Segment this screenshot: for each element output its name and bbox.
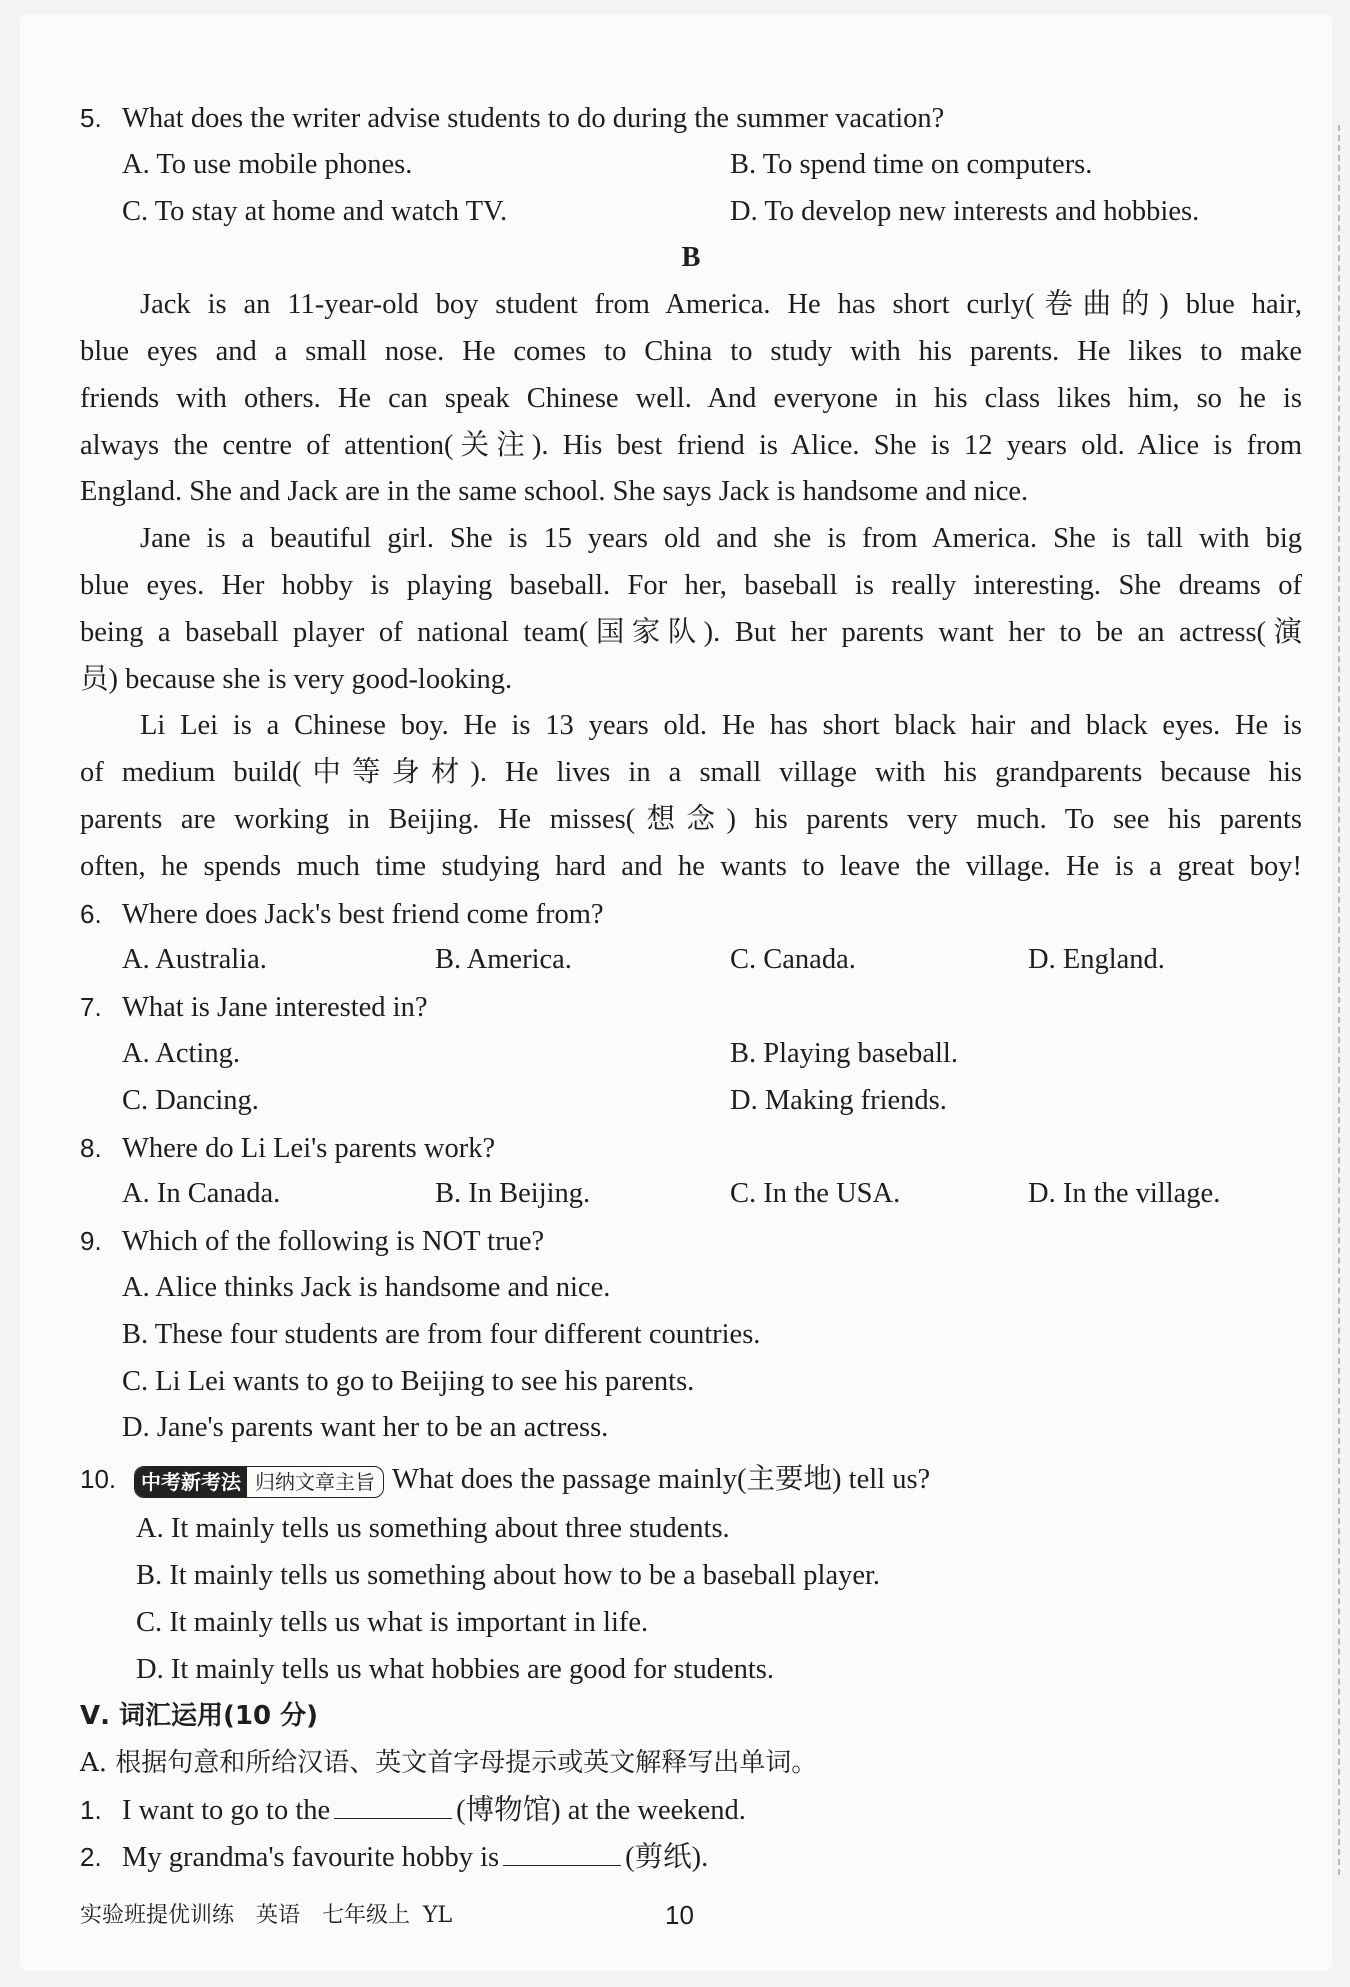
section-heading: Ⅴ. 词汇运用(10 分) — [80, 1701, 319, 1732]
option-d[interactable]: D. To develop new interests and hobbies. — [730, 195, 1200, 227]
passage-line: of medium build(中等身材). He lives in a small village with his grandparents because his — [80, 757, 1302, 789]
question-text: Where does Jack's best friend come from? — [122, 898, 604, 930]
passage-line: blue eyes. Her hobby is playing baseball. For her, baseball is really interesting. She dreams of — [80, 569, 1302, 601]
item-text-after: (博物馆) at the weekend. — [456, 1794, 746, 1826]
options-row — [80, 142, 1302, 189]
question-number: 7. — [80, 992, 102, 1023]
option-b[interactable]: B. To spend time on computers. — [730, 148, 1093, 180]
options-row — [80, 1031, 1302, 1078]
option-d[interactable]: D. England. — [1028, 944, 1165, 976]
passage-line: always the centre of attention(关注). His best friend is Alice. She is 12 years old. Alice is from — [80, 429, 1302, 461]
passage-line: friends with others. He can speak Chinese well. And everyone in his class likes him, so he is — [80, 382, 1302, 414]
fill-item-2 — [80, 1834, 1302, 1881]
option-b[interactable]: B. These four students are from four different countries. — [122, 1318, 761, 1350]
option-c[interactable]: C. Li Lei wants to go to Beijing to see his parents. — [122, 1365, 695, 1397]
passage-line: being a baseball player of national team(国家队). But her parents want her to be an actress(演 — [80, 616, 1302, 648]
passage-line: 员) because she is very good-looking. — [80, 663, 513, 695]
question-text: Where do Li Lei's parents work? — [122, 1132, 496, 1164]
question-8 — [80, 1125, 1302, 1172]
item-number: 2. — [80, 1841, 102, 1872]
question-text: What does the writer advise students to do during the summer vacation? — [122, 103, 945, 134]
option-a[interactable]: A. In Canada. — [122, 1178, 281, 1210]
section-instruction: A. 根据句意和所给汉语、英文首字母提示或英文解释写出单词。 — [80, 1748, 818, 1779]
binding-dashed-line — [1338, 125, 1340, 1875]
options-row — [80, 1171, 1302, 1218]
option-c[interactable]: C. Canada. — [730, 944, 856, 976]
passage-line: Jack is an 11-year-old boy student from America. He has short curly(卷曲的) blue hair, — [140, 289, 1302, 321]
page-number: 10 — [665, 1900, 694, 1930]
option-c[interactable]: C. In the USA. — [730, 1178, 901, 1210]
item-text-before: I want to go to the — [122, 1794, 331, 1826]
tag-label-light: 归纳文章主旨 — [255, 1469, 375, 1494]
question-number: 8. — [80, 1132, 102, 1163]
options-row — [80, 1078, 1302, 1125]
question-10 — [80, 1452, 1302, 1506]
option-d[interactable]: D. Jane's parents want her to be an actress. — [122, 1412, 609, 1444]
question-number: 9. — [80, 1226, 102, 1257]
tag-label-dark: 中考新考法 — [135, 1467, 247, 1497]
passage-line: often, he spends much time studying hard and he wants to leave the village. He is a great boy! — [80, 850, 1302, 882]
question-text: Which of the following is NOT true? — [122, 1226, 545, 1258]
question-number: 6. — [80, 898, 102, 929]
passage-line: parents are working in Beijing. He misses(想念) his parents very much. To see his parents — [80, 803, 1302, 835]
option-a[interactable]: A. It mainly tells us something about three students. — [136, 1513, 730, 1545]
item-text-after: (剪纸). — [625, 1841, 709, 1873]
option-a[interactable]: A. Alice thinks Jack is handsome and nice. — [122, 1271, 611, 1303]
question-7 — [80, 984, 1302, 1031]
options-row — [80, 937, 1302, 984]
page-content — [80, 95, 1302, 1880]
answer-blank[interactable] — [503, 1839, 621, 1866]
question-9 — [80, 1218, 1302, 1265]
option-c[interactable]: C. It mainly tells us what is important in life. — [136, 1606, 649, 1638]
answer-blank[interactable] — [334, 1792, 452, 1819]
option-b[interactable]: B. Playing baseball. — [730, 1037, 958, 1069]
passage-line: Li Lei is a Chinese boy. He is 13 years old. He has short black hair and black eyes. He is — [140, 710, 1302, 742]
option-d[interactable]: D. Making friends. — [730, 1084, 947, 1116]
question-5 — [80, 95, 1302, 142]
item-number: 1. — [80, 1794, 102, 1825]
option-b[interactable]: B. In Beijing. — [435, 1178, 591, 1210]
question-text: What does the passage mainly(主要地) tell us? — [392, 1464, 931, 1496]
options-row — [80, 189, 1302, 236]
item-text-before: My grandma's favourite hobby is — [122, 1841, 500, 1873]
option-a[interactable]: A. Acting. — [122, 1037, 240, 1069]
question-text: What is Jane interested in? — [122, 992, 428, 1024]
exam-method-tag — [134, 1466, 384, 1498]
passage-title: B — [681, 242, 701, 274]
fill-item-1 — [80, 1787, 1302, 1834]
option-a[interactable]: A. Australia. — [122, 944, 267, 976]
question-number: 10. — [80, 1464, 117, 1495]
option-d[interactable]: D. It mainly tells us what hobbies are good for students. — [136, 1653, 774, 1685]
passage-line: blue eyes and a small nose. He comes to China to study with his parents. He likes to make — [80, 335, 1302, 367]
option-b[interactable]: B. It mainly tells us something about how to be a baseball player. — [136, 1559, 881, 1591]
question-6 — [80, 891, 1302, 938]
passage-line: Jane is a beautiful girl. She is 15 years old and she is from America. She is tall with big — [140, 523, 1302, 555]
option-b[interactable]: B. America. — [435, 944, 572, 976]
option-d[interactable]: D. In the village. — [1028, 1178, 1221, 1210]
option-c[interactable]: C. To stay at home and watch TV. — [122, 195, 508, 227]
question-number: 5. — [80, 103, 102, 133]
option-c[interactable]: C. Dancing. — [122, 1084, 259, 1116]
passage-line: England. She and Jack are in the same school. She says Jack is handsome and nice. — [80, 476, 1029, 508]
option-a[interactable]: A. To use mobile phones. — [122, 148, 413, 180]
footer-book-title: 实验班提优训练 英语 七年级上 YL — [80, 1903, 453, 1928]
